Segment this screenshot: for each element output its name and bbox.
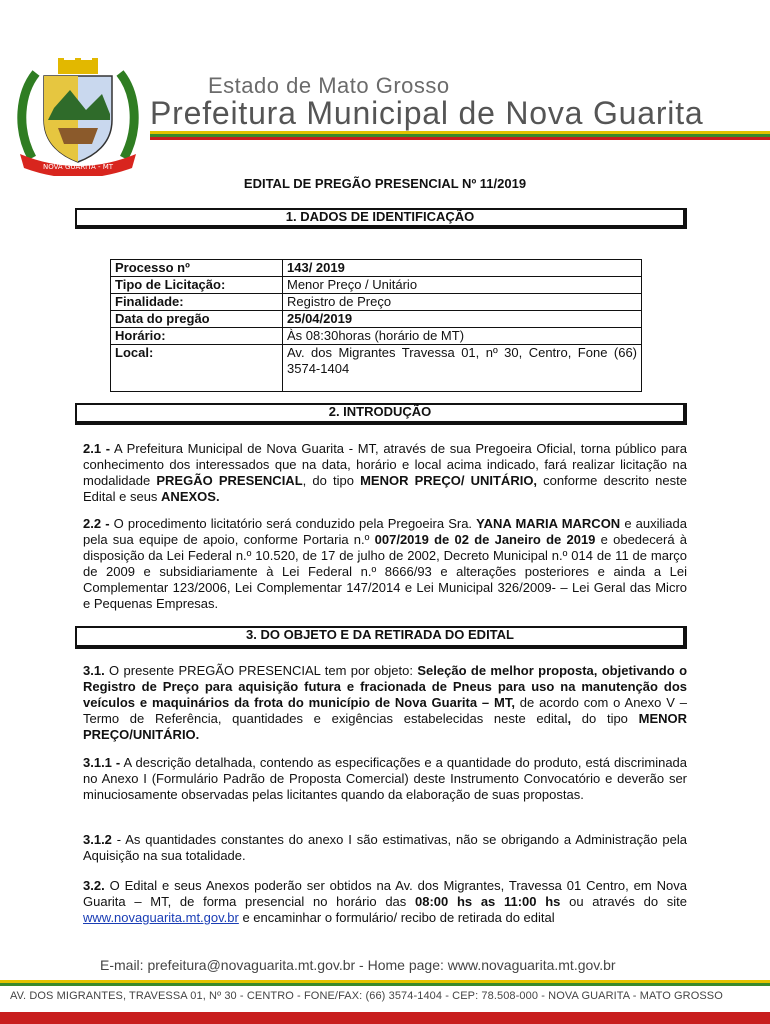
- para-text: e obedecerá à disposição da Lei Federal n.º 10.520, de 17 de julho de 2002, Decreto Municipal n.º 014 de 11 de março de 2009 e subsidiariamente à Lei Federal n.º 8666/93 e alterações posteriores e ainda a Lei Complementar 123/2006, Lei Complementar 147/2014 e Lei Municipal 326/2009- – Lei Geral das Micro e Pequenas Empresas.: [83, 532, 688, 611]
- para-text: e encaminhar o formulário/ recibo de retirada do edital: [238, 910, 555, 925]
- paragraph-3-2: [83, 878, 687, 926]
- para-text: conforme descrito neste Edital e seus: [83, 473, 687, 504]
- para-number: 3.2.: [83, 878, 105, 893]
- paragraph-2-2: [83, 516, 687, 612]
- paragraph-3-1-2: [83, 832, 687, 864]
- para-text: e auxiliada pela sua equipe de apoio, conforme Portaria n.º: [83, 516, 687, 547]
- para-bold: 007/2019 de 02 de Janeiro de 2019: [374, 532, 596, 547]
- ident-value: Registro de Preço: [283, 294, 642, 311]
- header-stripe-red: [150, 137, 770, 140]
- para-text: O Edital e seus Anexos poderão ser obtidos na Av. dos Migrantes, Travessa 01 Centro, em Nova Guarita – MT, de forma presencial no horário das: [83, 878, 687, 909]
- document-title: EDITAL DE PREGÃO PRESENCIAL Nº 11/2019: [243, 176, 527, 191]
- ident-row: [111, 277, 642, 294]
- para-bold: 08:00 hs as 11:00 hs: [414, 894, 561, 909]
- ident-key: Processo nº: [111, 260, 283, 277]
- ident-key: Finalidade:: [111, 294, 283, 311]
- seal-ribbon-text: NOVA GUARITA - MT: [42, 163, 114, 171]
- paragraph-3-1: [83, 663, 687, 743]
- para-bold: YANA MARIA MARCON: [476, 516, 621, 531]
- section-1-heading: 1. DADOS DE IDENTIFICAÇÃO: [75, 208, 687, 229]
- ident-key: Horário:: [111, 328, 283, 345]
- para-bold: Seleção de melhor proposta, objetivando o Registro de Preço para aquisição futura e fracionada de Pneus para uso na manutenção dos veículos e maquinários da frota do município de Nova Guarita – MT,: [83, 663, 688, 710]
- ident-value: 143/ 2019: [283, 260, 642, 277]
- para-bold: ,: [567, 711, 572, 726]
- footer-address: AV. DOS MIGRANTES, TRAVESSA 01, Nº 30 - CENTRO - FONE/FAX: (66) 3574-1404 - CEP: 78.508-000 - NOVA GUARITA - MATO GROSSO: [10, 990, 723, 1002]
- para-text: ou através do site: [560, 894, 687, 909]
- section-2-heading: 2. INTRODUÇÃO: [75, 403, 687, 425]
- para-text: A descrição detalhada, contendo as especificações e a quantidade do produto, está discriminada no Anexo I (Formulário Padrão de Proposta Comercial) deste Instrumento Convocatório e deverão ser minuciosamente observadas pelas licitantes quando da elaboração de suas propostas.: [83, 755, 688, 802]
- ident-row: [111, 311, 642, 328]
- ident-value: Menor Preço / Unitário: [283, 277, 642, 294]
- para-text: O procedimento licitatório será conduzido pela Pregoeira Sra.: [109, 516, 477, 531]
- identification-table: [110, 259, 642, 392]
- para-text: , do tipo: [302, 473, 361, 488]
- para-text: A Prefeitura Municipal de Nova Guarita - MT, através de sua Pregoeira Oficial, torna público para conhecimento dos interessados que na data, horário e local acima indicado, fará realizar licitação na modalidade: [83, 441, 687, 488]
- paragraph-3-1-1: [83, 755, 687, 803]
- para-text: O presente PREGÃO PRESENCIAL tem por objeto:: [104, 663, 418, 678]
- footer-stripe-red: [0, 1012, 770, 1024]
- footer-stripe-green: [0, 983, 770, 986]
- para-number: 3.1.: [83, 663, 105, 678]
- para-number: 3.1.2: [83, 832, 112, 847]
- header-state: Estado de Mato Grosso: [208, 73, 450, 98]
- para-bold: MENOR PREÇO/ UNITÁRIO,: [360, 473, 538, 488]
- ident-row: [111, 260, 642, 277]
- para-bold: PREGÃO PRESENCIAL: [156, 473, 303, 488]
- ident-row: [111, 294, 642, 311]
- header-city: Prefeitura Municipal de Nova Guarita: [150, 95, 704, 131]
- para-text: - As quantidades constantes do anexo I são estimativas, não se obrigando a Administração pela Aquisição na sua totalidade.: [83, 832, 687, 863]
- para-text: do tipo: [571, 711, 639, 726]
- municipal-coat-of-arms: [14, 58, 142, 176]
- ident-value: 25/04/2019: [283, 311, 642, 328]
- para-number: 2.2 -: [83, 516, 110, 531]
- ident-row: [111, 328, 642, 345]
- website-link[interactable]: www.novaguarita.mt.gov.br: [83, 910, 239, 925]
- ident-value: Às 08:30horas (horário de MT): [283, 328, 642, 345]
- footer-contact: E-mail: prefeitura@novaguarita.mt.gov.br - Home page: www.novaguarita.mt.gov.br: [100, 957, 616, 973]
- para-number: 3.1.1 -: [83, 755, 121, 770]
- ident-key: Local:: [111, 345, 283, 392]
- ident-value: Av. dos Migrantes Travessa 01, nº 30, Centro, Fone (66) 3574-1404: [283, 345, 642, 392]
- paragraph-2-1: [83, 441, 687, 505]
- ident-key: Data do pregão: [111, 311, 283, 328]
- para-number: 2.1 -: [83, 441, 111, 456]
- section-3-heading: 3. DO OBJETO E DA RETIRADA DO EDITAL: [75, 626, 687, 649]
- para-bold: ANEXOS.: [161, 489, 220, 504]
- para-bold: MENOR PREÇO/UNITÁRIO.: [83, 711, 687, 742]
- ident-key: Tipo de Licitação:: [111, 277, 283, 294]
- para-text: de acordo com o Anexo V – Termo de Referência, quantidades e exigências estabelecidas neste edital: [83, 695, 687, 726]
- ident-row: [111, 345, 642, 392]
